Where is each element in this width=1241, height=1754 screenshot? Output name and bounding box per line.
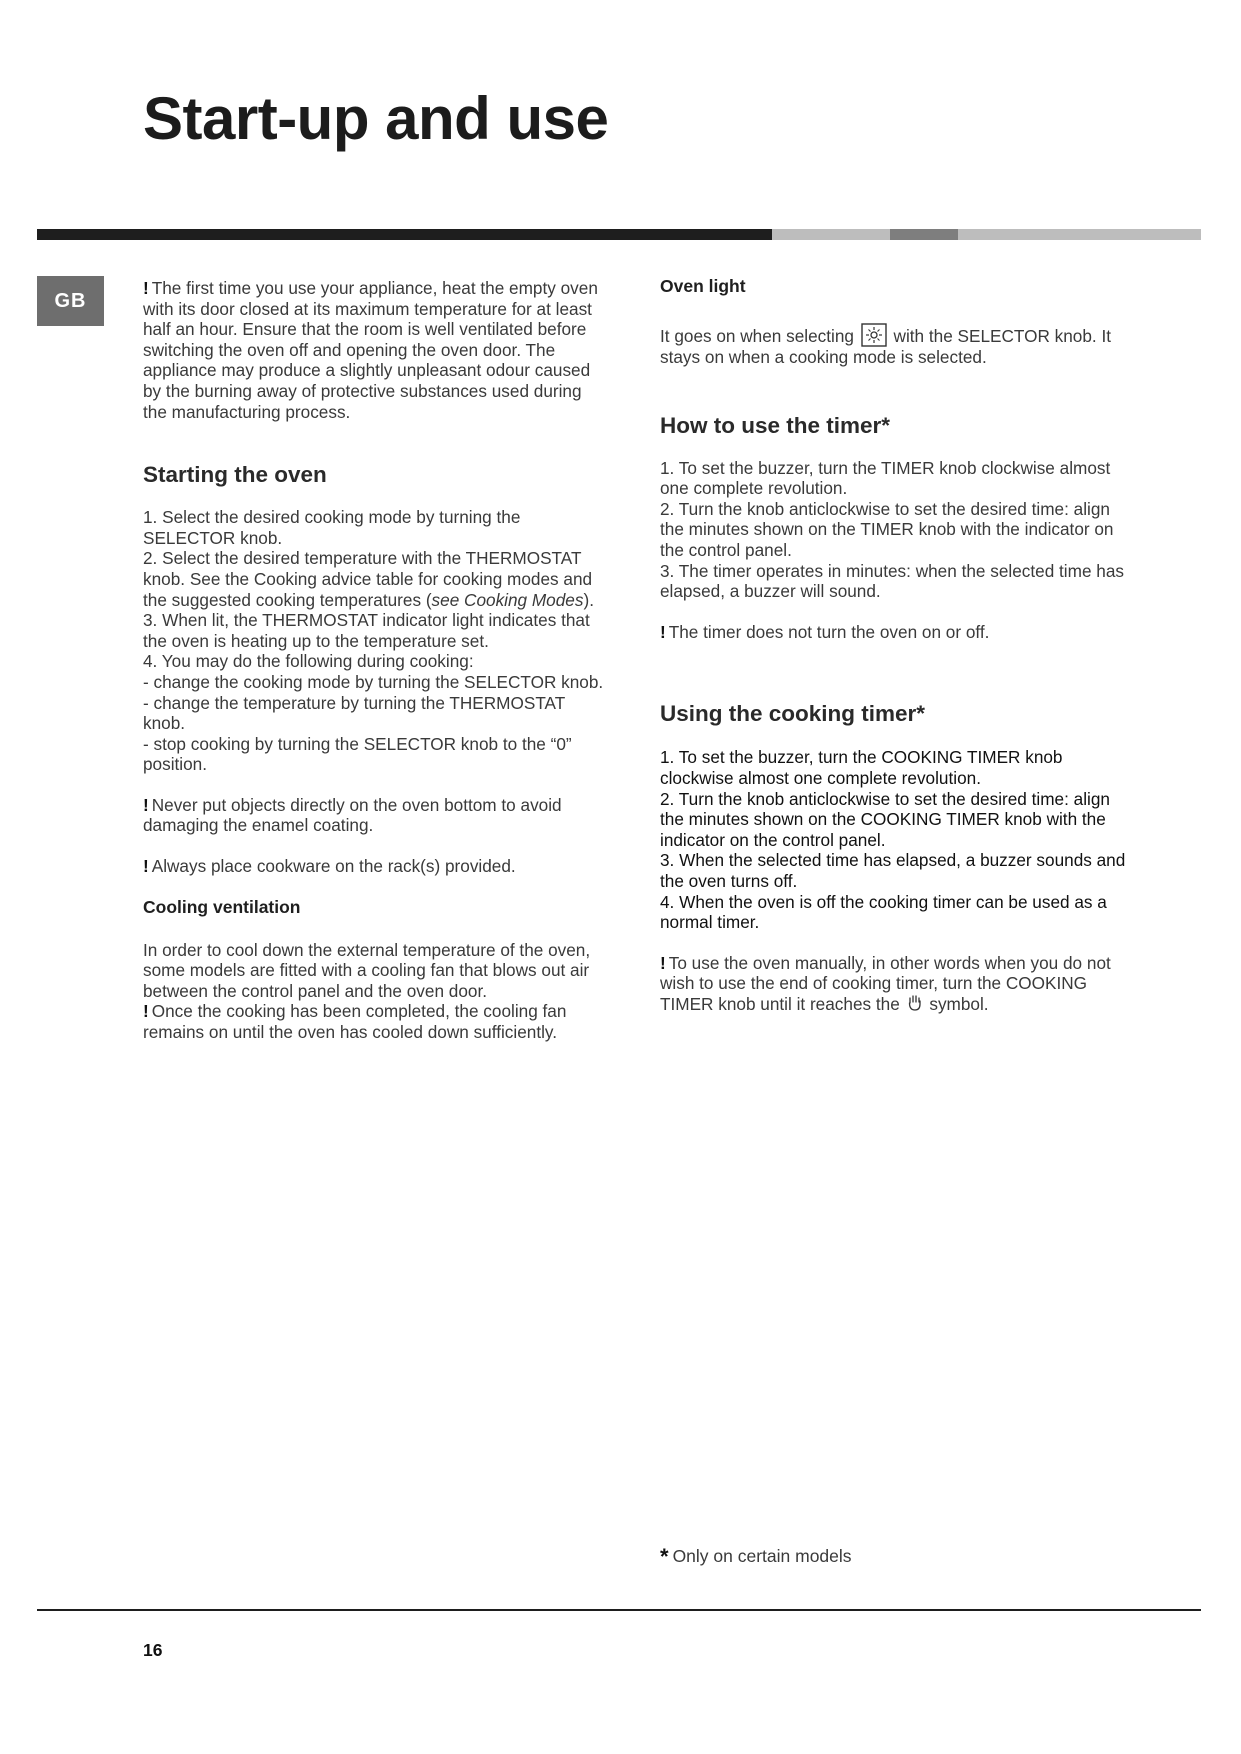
cooking-timer-step-2: 2. Turn the knob anticlockwise to set the desired time: align the minutes shown on the COOKING TIMER knob with the indicator on the control panel. xyxy=(660,788,1110,850)
warning-oven-bottom xyxy=(143,795,608,836)
step-1: 1. Select the desired cooking mode by turning the SELECTOR knob. xyxy=(143,507,521,548)
header-bar-light-segment xyxy=(772,229,890,240)
warning-cookware-text: Always place cookware on the rack(s) provided. xyxy=(151,856,516,877)
warning-mark: ! xyxy=(143,856,149,877)
warning-mark: ! xyxy=(660,621,666,642)
intro-text: The first time you use your appliance, heat the empty oven with its door closed at its maximum temperature for at least half an hour. Ensure that the room is well ventilated before switching the oven off and opening the oven door. The appliance may produce a slightly unpleasant odour caused by the burning away of protective substances used during the manufacturing process. xyxy=(143,278,598,422)
timer-heading: How to use the timer* xyxy=(660,412,891,438)
warning-cookware xyxy=(143,856,608,877)
language-tab: GB xyxy=(37,276,104,326)
timer-step-3: 3. The timer operates in minutes: when the selected time has elapsed, a buzzer will sound. xyxy=(660,560,1124,602)
cooking-timer-step-3: 3. When the selected time has elapsed, a buzzer sounds and the oven turns off. xyxy=(660,850,1126,891)
footnote-asterisk: * xyxy=(660,1544,669,1569)
cooking-timer-warning-text: To use the oven manually, in other words when you do not wish to use the end of cooking timer, turn the COOKING TIMER knob until it reaches the xyxy=(660,952,1111,1014)
warning-mark: ! xyxy=(143,1001,149,1022)
intro-paragraph xyxy=(143,278,608,422)
oven-light-icon xyxy=(861,323,887,347)
header-bar-dark-segment xyxy=(37,229,772,240)
cooking-timer-steps xyxy=(660,747,1130,932)
oven-light-text-start: It goes on when selecting xyxy=(660,326,854,346)
footnote-text: Only on certain models xyxy=(672,1546,852,1566)
cooling-ventilation-heading: Cooling ventilation xyxy=(143,896,301,917)
cooking-timer-step-1: 1. To set the buzzer, turn the COOKING TIMER knob clockwise almost one complete revolution. xyxy=(660,747,1063,788)
cooling-paragraph: In order to cool down the external temperature of the oven, some models are fitted with a cooling fan that blows out air between the control panel and the oven door. xyxy=(143,939,591,1001)
timer-warning xyxy=(660,622,1130,643)
oven-light-text-end: with the SELECTOR knob. It stays on when a cooking mode is selected. xyxy=(660,326,1112,367)
warning-oven-bottom-text: Never put objects directly on the oven bottom to avoid damaging the enamel coating. xyxy=(143,794,562,836)
header-bar-light-segment-end xyxy=(958,229,1201,240)
step-4: 4. You may do the following during cooking: xyxy=(143,651,474,672)
step-4c: - stop cooking by turning the SELECTOR knob to the “0” position. xyxy=(143,733,572,775)
starting-oven-heading: Starting the oven xyxy=(143,462,327,488)
step-2 xyxy=(143,548,608,610)
timer-steps xyxy=(660,458,1130,602)
cooking-timer-heading: Using the cooking timer* xyxy=(660,701,926,727)
starting-steps xyxy=(143,507,608,775)
step-2-end: ). xyxy=(583,589,594,610)
step-3: 3. When lit, the THERMOSTAT indicator light indicates that the oven is heating up to the temperature set. xyxy=(143,610,590,651)
step-2-reference: see Cooking Modes xyxy=(431,589,584,610)
warning-mark: ! xyxy=(143,794,149,815)
footnote xyxy=(660,1544,852,1570)
footer-divider xyxy=(37,1609,1201,1611)
warning-mark: ! xyxy=(660,952,666,973)
page-title: Start-up and use xyxy=(143,85,609,152)
header-bar-mid-segment xyxy=(890,229,958,240)
oven-light-paragraph xyxy=(660,323,1130,368)
cooking-timer-step-4: 4. When the oven is off the cooking timer can be used as a normal timer. xyxy=(660,891,1107,933)
right-column xyxy=(660,270,1130,1014)
timer-step-1: 1. To set the buzzer, turn the TIMER knob clockwise almost one complete revolution. xyxy=(660,457,1111,499)
cooking-timer-warning xyxy=(660,953,1130,1015)
timer-step-2: 2. Turn the knob anticlockwise to set the desired time: align the minutes shown on the TIMER knob with the indicator on the control panel. xyxy=(660,498,1114,560)
cooking-timer-warning-end: symbol. xyxy=(929,993,989,1014)
cooling-warning-text: Once the cooking has been completed, the cooling fan remains on until the oven has cooled down sufficiently. xyxy=(143,1001,567,1043)
step-4b: - change the temperature by turning the THERMOSTAT knob. xyxy=(143,692,565,734)
page-number: 16 xyxy=(143,1640,163,1660)
left-column xyxy=(143,270,608,1043)
step-4a: - change the cooking mode by turning the SELECTOR knob. xyxy=(143,671,604,692)
hand-icon xyxy=(907,994,923,1012)
step-2-text: 2. Select the desired temperature with the THERMOSTAT knob. See the Cooking advice table for cooking modes and the suggested cooking temperatures ( xyxy=(143,548,593,610)
warning-mark: ! xyxy=(143,278,149,298)
oven-light-heading: Oven light xyxy=(660,276,746,296)
cooling-warning xyxy=(143,1001,608,1042)
header-bar xyxy=(37,229,1201,240)
timer-warning-text: The timer does not turn the oven on or off. xyxy=(668,621,990,642)
